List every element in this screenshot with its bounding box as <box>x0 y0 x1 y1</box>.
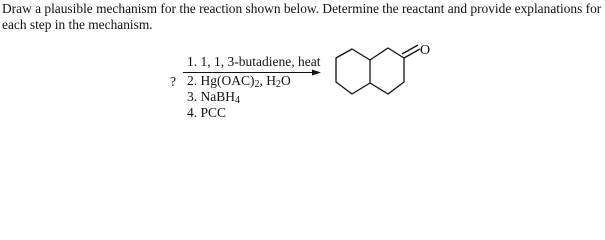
reaction-arrowhead <box>312 70 321 76</box>
step-3-text: NaBH <box>200 89 235 104</box>
unknown-reactant: ? <box>170 74 176 89</box>
step-2-text: Hg(OAC) <box>200 73 255 88</box>
step-4-text: PCC <box>200 105 227 120</box>
step-2-number: 2. <box>187 73 198 88</box>
left-ring-bonds <box>336 49 370 94</box>
right-ring-bonds <box>370 48 404 94</box>
step-3-number: 3. <box>187 89 198 104</box>
carbonyl-oxygen-label: O <box>420 43 431 58</box>
carbonyl-bond-2 <box>402 45 418 54</box>
product-structure <box>336 45 420 94</box>
step-4-number: 4. <box>187 105 198 120</box>
step-2-mid: , H <box>259 73 276 88</box>
step-1-number: 1. <box>187 54 198 69</box>
step-2-end: O <box>281 73 291 88</box>
step-3-sub: 4 <box>235 95 240 106</box>
carbonyl-bond-1 <box>404 49 420 58</box>
step-1-text: 1, 1, 3-butadiene, heat <box>200 54 321 69</box>
step-2-sub-1: 2 <box>254 79 260 90</box>
step-2-sub-2: 2 <box>276 79 281 90</box>
question-text: Draw a plausible mechanism for the reaction shown below. Determine the reactant and provide explanations for each step in the mechanism. <box>2 1 602 32</box>
